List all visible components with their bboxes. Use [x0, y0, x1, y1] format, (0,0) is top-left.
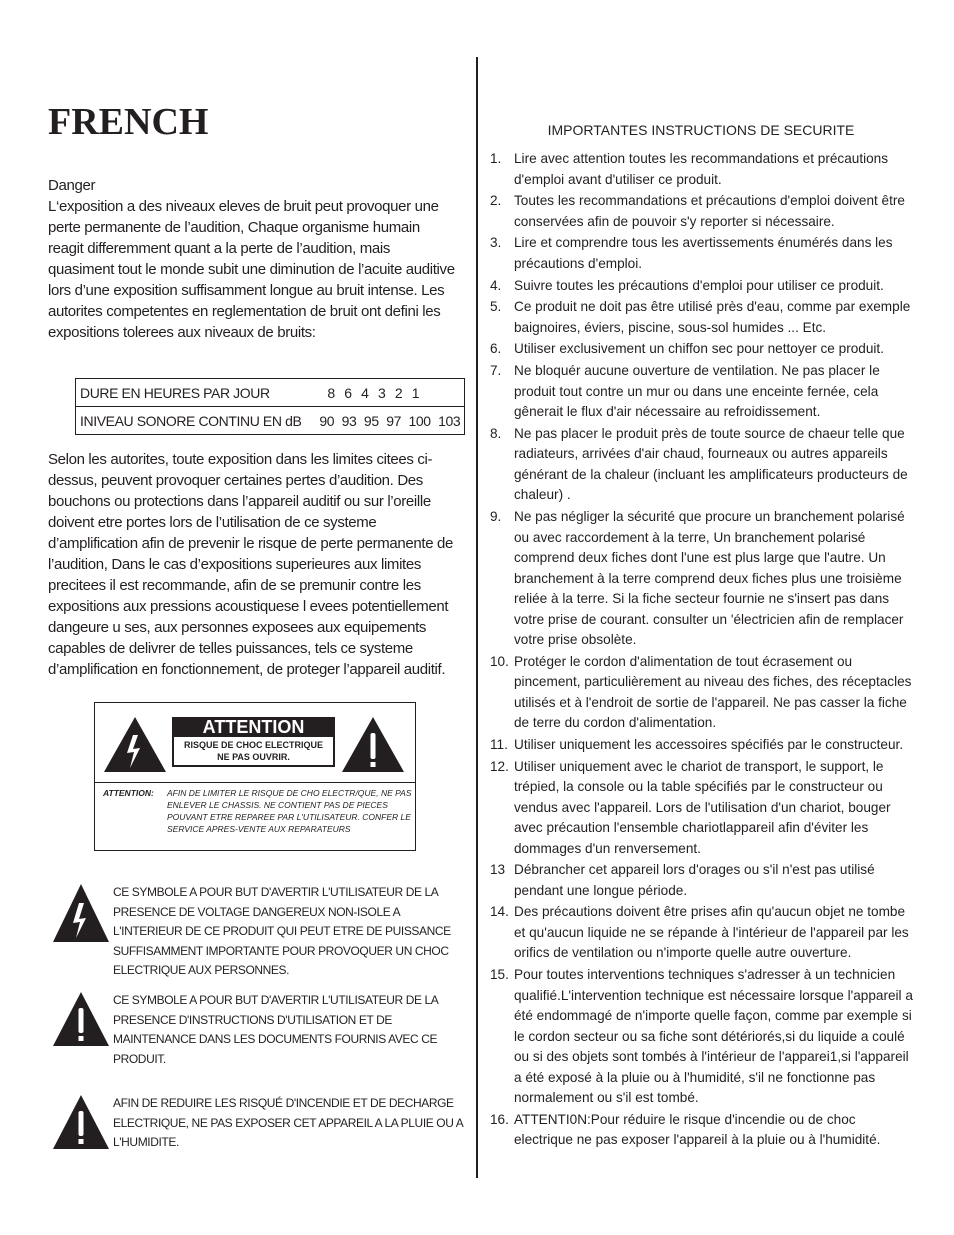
item-number: 8.: [490, 425, 502, 441]
attention-note-label: ATTENTION:: [103, 788, 154, 798]
item-text: Ne pas placer le produit près de toute source de chaeur telle que radiateurs, arrivées d'air chaud, fourneaux ou autres appareils générant de la chaleur (incluant les amplificateurs producteurs de chaleur) .: [514, 425, 908, 503]
safety-item: [490, 902, 918, 964]
item-text: Utiliser uniquement les accessoires spécifiés par le constructeur.: [514, 736, 904, 752]
attention-warning-box: [94, 702, 416, 851]
item-number: 14.: [490, 904, 509, 920]
item-number: 2.: [490, 193, 502, 209]
safety-item: [490, 233, 918, 274]
exclamation-triangle-icon: [52, 991, 110, 1047]
item-number: 13: [490, 862, 506, 878]
item-text: Ne pas négliger la sécurité que procure un branchement polarisé ou avec raccordement à la terre, Un branchement polarisé comprend deux fiches dont l'une est plus large que l'autre. Un branchement à la terre comprend deux fiches plus une troisième reliée à la terre. Si la fiche secteur fournie ne s'insert pas dans votre prise de courant. consulter un 'électricien afin de remplacer votre prise obsolète.: [514, 509, 905, 647]
attention-label: [172, 717, 335, 767]
safety-item: [490, 507, 918, 651]
item-text: ATTENTI0N:Pour réduire le risque d'incendie ou de choc electrique ne pas exposer l'appareil à la pluie ou à l'humidité.: [514, 1111, 881, 1148]
item-text: Utiliser exclusivement un chiffon sec pour nettoyer ce produit.: [514, 341, 884, 357]
danger-text: L‘exposition a des niveaux eleves de bruit peut provoquer une perte permanente de l’audition, Chaque organisme humain reagit differemment quant a la perte de l’audition, mais quasiment tout le monde subit une diminution de l’acuite auditive lors d’une exposition suffisamment longue au bruit intense. Les autorites competentes en reglementation de bruit ont defini les expositions tolerees aux niveaux de bruits:: [48, 198, 455, 341]
item-number: 10.: [490, 653, 509, 669]
item-number: 5.: [490, 299, 502, 315]
item-text: Protéger le cordon d'alimentation de tout écrasement ou pincement, particulièrement au niveau des fiches, des réceptacles utilisés et à l'endroit de sortie de l'appareil. Ne pas casser la fiche de terre du cordon d'alimentation.: [514, 653, 912, 731]
table-row: [76, 407, 465, 435]
item-text: Lire avec attention toutes les recommandations et précautions d'emploi avant d'utiliser ce produit.: [514, 151, 889, 187]
item-text: Ne bloquér aucune ouverture de ventilation. Ne pas placer le produit tout contre un mur ou dans une enceinte fernée, cela gênerait le flux d'air nécessaire au refroidissement.: [514, 363, 880, 420]
safety-item: [490, 297, 918, 338]
danger-heading: Danger: [48, 177, 96, 194]
item-text: Débrancher cet appareil lors d'orages ou s'il n'est pas utilisé pendant une longue période.: [514, 862, 875, 898]
symbol-text: CE SYMBOLE A POUR BUT D'AVERTIR L'UTILISATEUR DE LA PRESENCE D'INSTRUCTIONS D'UTILISATION ET DE MAINTENANCE DANS LES DOCUMENTS FOURNIS AVEC CE PRODUIT.: [113, 993, 438, 1066]
item-number: 3.: [490, 235, 502, 251]
item-number: 7.: [490, 363, 502, 379]
item-text: Toutes les recommandations et précautions d'emploi doivent être conservées afin de pouvoir s'y reporter si nécessaire.: [514, 193, 905, 229]
column-divider: [476, 57, 478, 1178]
safety-item: [490, 965, 918, 1109]
item-number: 16.: [490, 1111, 509, 1127]
attention-subtitle: RISQUE DE CHOC ELECTRIQUE: [183, 740, 323, 750]
attention-subtitle: NE PAS OUVRIR.: [217, 752, 290, 762]
item-number: 9.: [490, 509, 502, 524]
attention-heading: ATTENTION: [202, 717, 305, 737]
table-row: [76, 379, 465, 407]
item-number: 15.: [490, 967, 509, 983]
safety-item: [490, 735, 918, 756]
table-label: DURE EN HEURES PAR JOUR: [80, 384, 270, 401]
table-values: 90 93 95 97 100 103: [305, 407, 464, 435]
symbol-text: AFIN DE REDUIRE LES RISQUÉ D'INCENDIE ET DE DECHARGE ELECTRIQUE, NE PAS EXPOSER CET APPAREIL A LA PLUIE OU A L'HUMIDITE.: [113, 1096, 463, 1149]
item-text: Suivre toutes les précautions d'emploi pour utiliser ce produit.: [514, 277, 884, 293]
safety-item: [490, 149, 918, 190]
symbol-text: CE SYMBOLE A POUR BUT D'AVERTIR L'UTILISATEUR DE LA PRESENCE DE VOLTAGE DANGEREUX NON-ISOLE A L'INTERIEUR DE CE PRODUIT QUI PEUT ETRE DE PUISSANCE SUFFISAMMENT IMPORTANTE POUR PROVOQUER UN CHOC ELECTRIQUE AUX PERSONNES.: [113, 885, 451, 977]
item-number: 12.: [490, 758, 509, 774]
safety-item: [490, 191, 918, 232]
item-text: Des précautions doivent être prises afin qu'aucun objet ne tombe et qu'aucun liquide ne se répande à l'intérieur de l'appareil par les orifics de ventilation ou n'importe quelle autre ouverture.: [514, 904, 909, 961]
exclamation-triangle-icon: [341, 715, 405, 773]
safety-item: [490, 424, 918, 506]
lightning-triangle-icon: [103, 715, 167, 773]
noise-exposure-table: [75, 378, 465, 435]
item-text: Pour toutes interventions techniques s'adresser à un technicien qualifié.L'intervention technique est nécessaire lorsque l'appareil a été endommagé de n'importe quelle façon, comme par exemple si le cordon secteur ou sa fiche sont détériorés,si du liquide a coulé ou si des objets sont tombés à l'intérieur de l'apparei1,si l'appareil a été exposé à la pluie ou à l'humidité, s'il ne fonctionne pas normalement ou s'il est tombé.: [514, 967, 913, 1106]
item-number: 4.: [490, 277, 502, 293]
item-number: 6.: [490, 341, 502, 357]
page-title: FRENCH: [48, 101, 209, 143]
attention-note-text: AFIN DE LIMITER LE RISQUE DE CHO ELECTR/QUE, NE PAS ENLEVER LE CHASSIS. NE CONTIENT PAS DE PIECES POUVANT ETRE REPAREE PAR L'UTILISATEUR. CONFER LE SERVICE APRES-VENTE AUX REPARATEURS: [167, 788, 412, 834]
safety-item: [490, 652, 918, 734]
item-number: 1.: [490, 151, 502, 166]
safety-item: [490, 276, 918, 297]
safety-instructions-list: [490, 149, 918, 1152]
item-text: Ce produit ne doit pas être utilisé près d'eau, comme par exemple baignoires, éviers, piscine, sous-sol humides ... Etc.: [514, 299, 911, 335]
safety-item: [490, 361, 918, 423]
table-values: 8 6 4 3 2 1: [327, 384, 420, 401]
safety-heading: IMPORTANTES INSTRUCTIONS DE SECURITE: [547, 122, 855, 138]
safety-item: [490, 860, 918, 901]
item-text: Lire et comprendre tous les avertissements énumérés dans les précautions d'emploi.: [514, 235, 893, 271]
table-label: INIVEAU SONORE CONTINU EN dB: [76, 407, 306, 435]
lightning-triangle-icon: [52, 883, 110, 943]
item-text: Utiliser uniquement avec le chariot de transport, le support, le trépied, la console ou la table spécifiés par le constructeur ou vendus avec l'appareil. Lors de l'utilisation d'un chariot, bouger avec précaution l'ensemble chariotlappareil afin d'éviter les dommages d'un renversement.: [514, 758, 891, 856]
exclamation-triangle-icon: [52, 1094, 110, 1150]
item-number: 11.: [490, 736, 508, 752]
safety-item: [490, 1110, 918, 1151]
protection-text: Selon les autorites, toute exposition dans les limites citees ci-dessus, peuvent provoquer certaines pertes d’audition. Des bouchons ou protections dans l’appareil auditif ou sur l’oreille doivent etre portes lors de l’utilisation de ce systeme d’amplification afin de prevenir le risque de perte permanente de l’audition, Dans le cas d’expositions superieures aux limites precitees il est recommande, afin de se premunir contre les expositions aux pressions acoustiquese l evees potentiellement dangeure u ses, aux personnes exposees aux equipements capables de delivrer de telles puissances, tels ce systeme d’amplification en fonctionnement, de proteger l’appareil auditif.: [48, 451, 454, 678]
danger-section: [48, 175, 458, 343]
safety-item: [490, 339, 918, 360]
safety-item: [490, 757, 918, 860]
